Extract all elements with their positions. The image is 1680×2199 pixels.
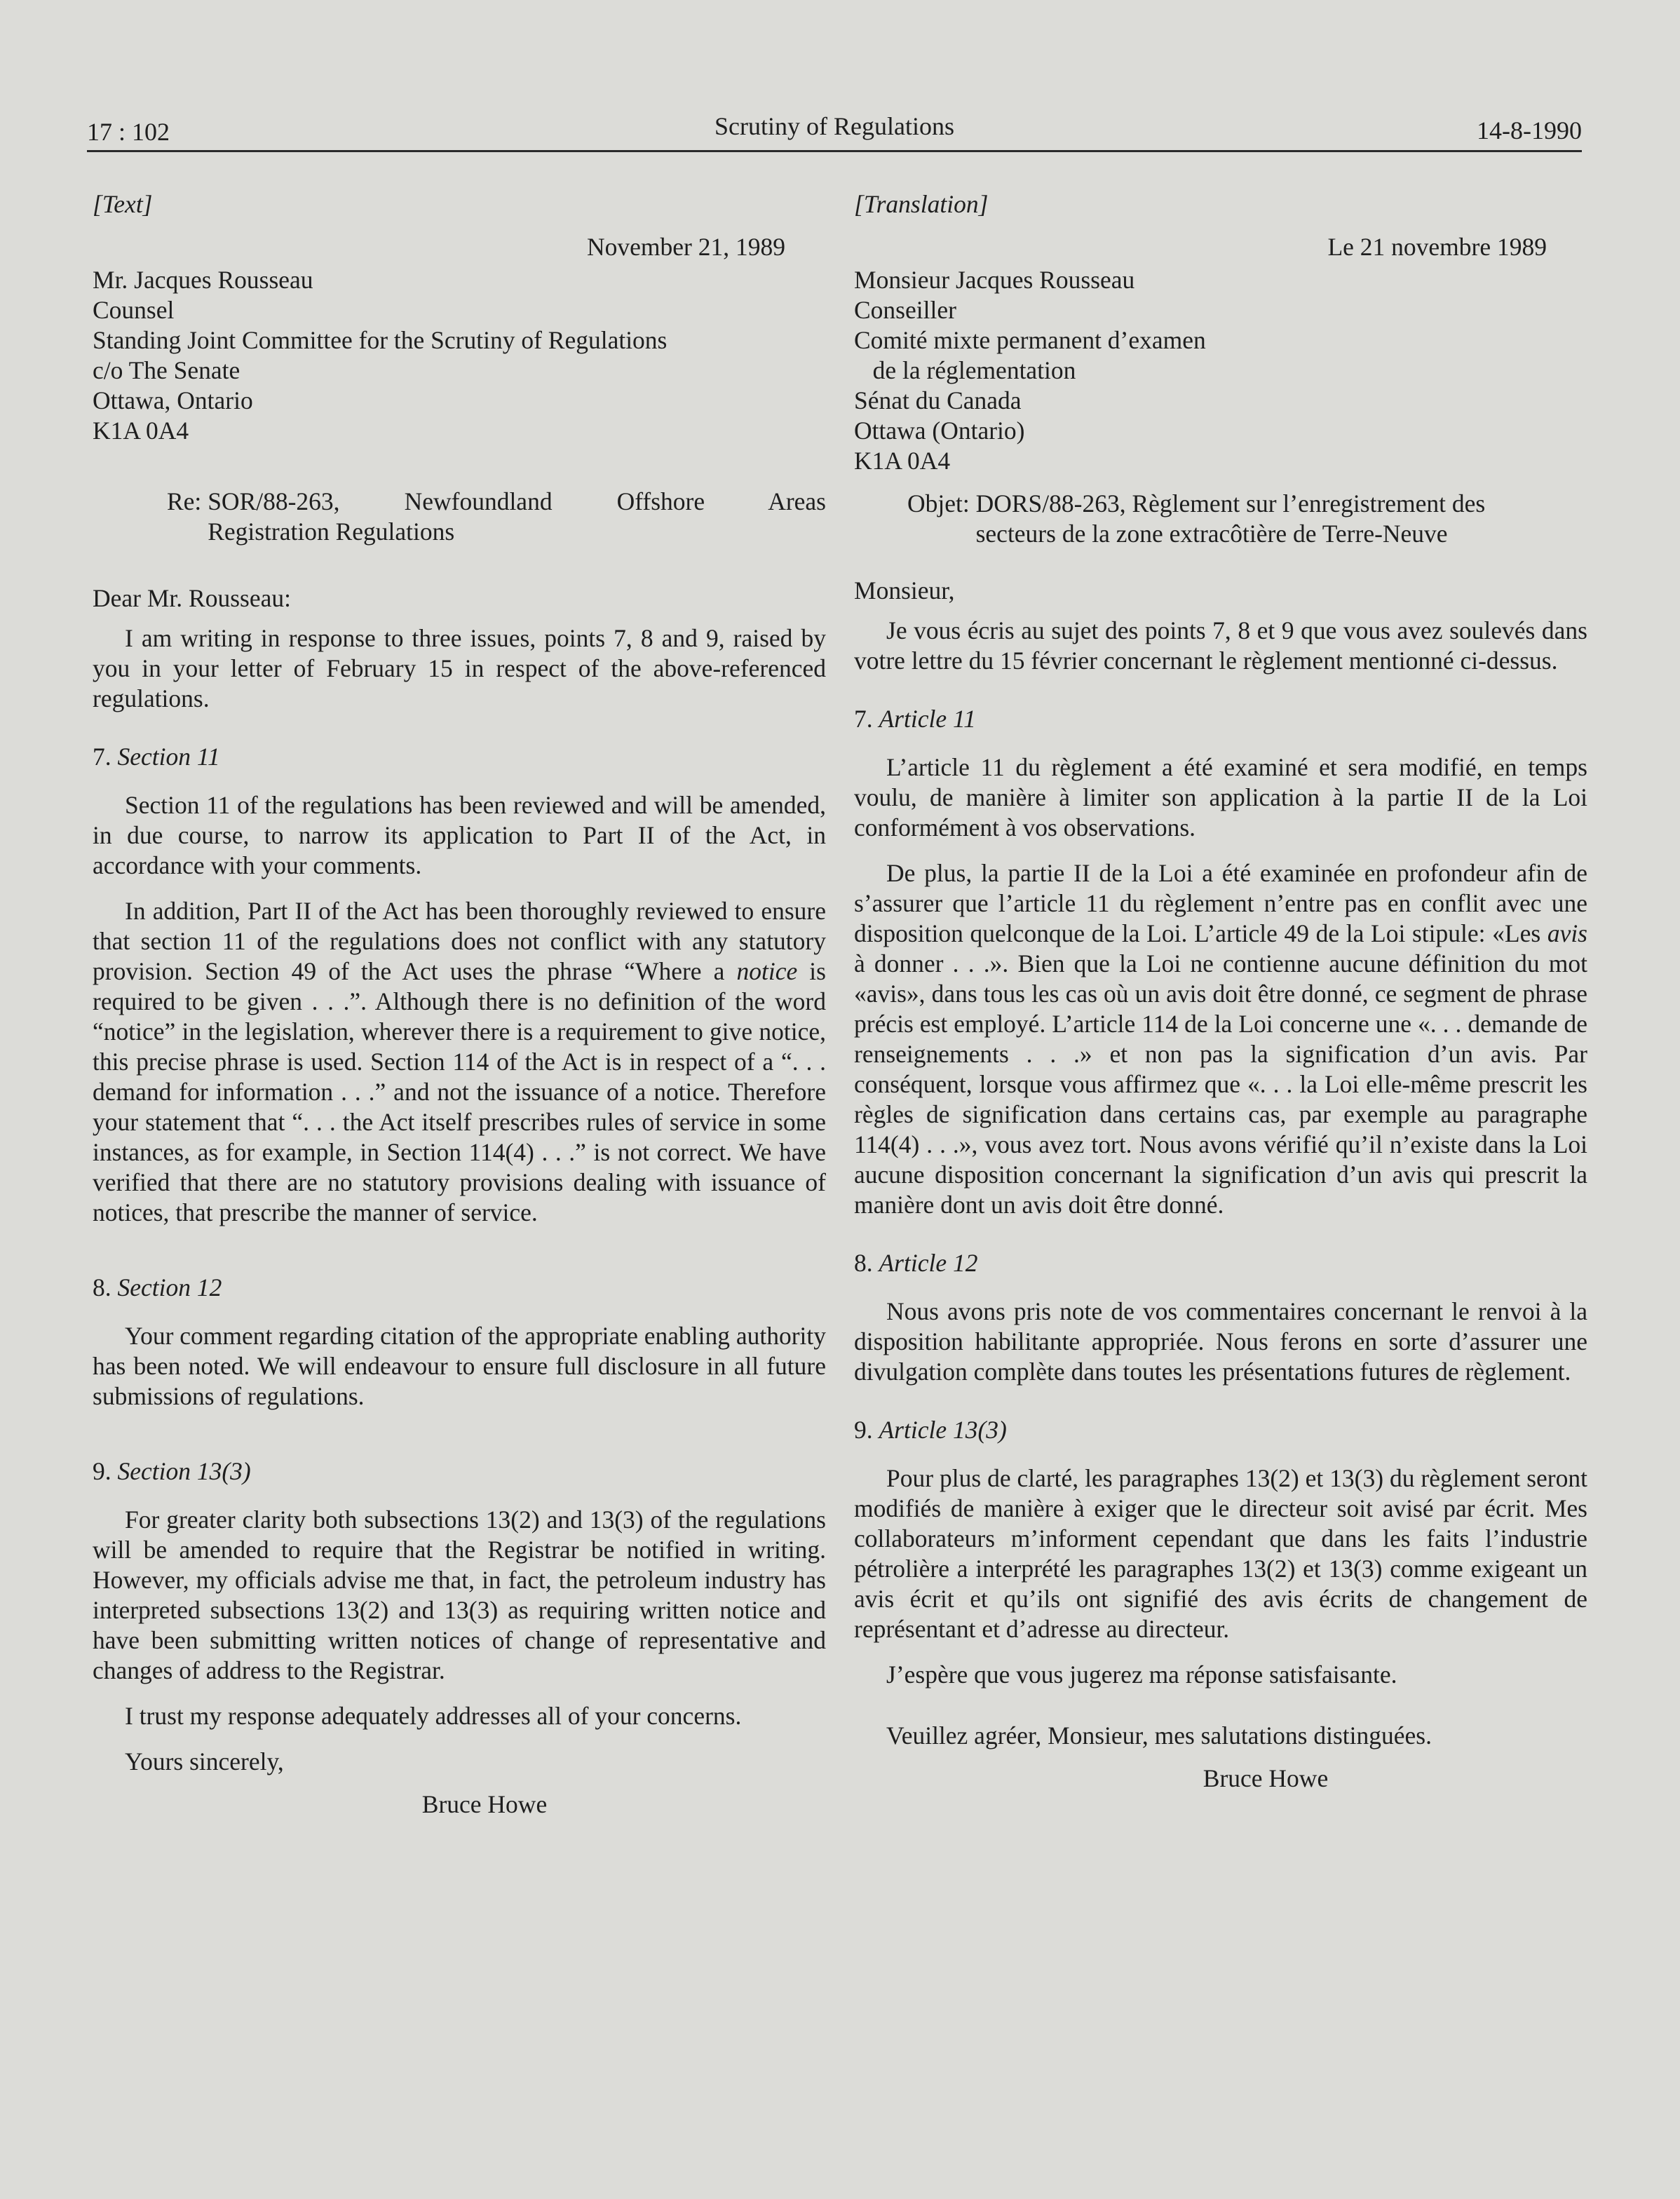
- section-heading: [93, 1456, 826, 1487]
- address-line: K1A 0A4: [854, 447, 951, 475]
- salutation: Monsieur,: [854, 576, 955, 604]
- paragraph: Pour plus de clarté, les paragraphes 13(2) et 13(3) du règlement seront modifiés de manière à exiger que le directeur soit avisé par écrit. Mes collaborateurs m’informent cependant que dans les faits l’industrie pétrolière a interprété les paragraphes 13(2) et 13(3) comme exigeant un avis écrit et qu’ils ont signifié des avis écrits de changement de représentant et d’adresse au directeur.: [854, 1464, 1587, 1643]
- address-line: Standing Joint Committee for the Scrutiny of Regulations: [93, 326, 668, 354]
- paragraph-text: De plus, la partie II de la Loi a été examinée en profondeur afin de s’assurer que l’article 11 du règlement n’entre pas en conflit avec une disposition quelconque de la Loi. L’article 49 de la Loi stipule: «Les: [854, 859, 1587, 947]
- subject-line: [907, 489, 1587, 549]
- section-title: Section 11: [117, 743, 220, 771]
- section-title: Article 11: [879, 705, 976, 733]
- paragraph: L’article 11 du règlement a été examiné et sera modifié, en temps voulu, de manière à limiter son application à la partie II de la Loi conformément à vos observations.: [854, 753, 1587, 841]
- section-number: 8.: [854, 1249, 879, 1277]
- subject-text: DORS/88-263, Règlement sur l’enregistrement des: [975, 489, 1486, 517]
- paragraph: [93, 896, 826, 1228]
- section-heading: [854, 1248, 1587, 1278]
- translation-tag: [Translation]: [854, 190, 989, 218]
- subject-label: Objet:: [907, 489, 976, 517]
- section-heading: [854, 704, 1587, 734]
- address-line: c/o The Senate: [93, 356, 241, 384]
- text-tag: [Text]: [93, 190, 153, 218]
- letter-date: Le 21 novembre 1989: [1327, 233, 1547, 261]
- complimentary-close: Yours sincerely,: [125, 1747, 284, 1775]
- section-title: Article 13(3): [879, 1416, 1007, 1444]
- header-date: 14-8-1990: [1477, 116, 1582, 144]
- address-line: K1A 0A4: [93, 417, 189, 445]
- recipient-address: [854, 265, 1587, 476]
- address-line: Conseiller: [854, 296, 956, 324]
- section-number: 7.: [854, 705, 879, 733]
- french-column: [854, 189, 1587, 1794]
- emphasis-text: notice: [736, 957, 798, 985]
- running-title: Scrutiny of Regulations: [714, 112, 954, 140]
- address-line: Mr. Jacques Rousseau: [93, 266, 313, 294]
- section-number: 7.: [93, 743, 118, 771]
- subject-text-2: Registration Regulations: [208, 517, 455, 546]
- paragraph: Nous avons pris note de vos commentaires concernant le renvoi à la disposition habilitante appropriée. Nous ferons en sorte d’assurer une divulgation complète dans toutes les présentations futures de règlement.: [854, 1297, 1587, 1386]
- paragraph-text: In addition, Part II of the Act has been thoroughly reviewed to ensure that section 11 of the regulations does not conflict with any statutory provision. Section 49 of the Act uses the phrase “Where a: [93, 897, 826, 985]
- subject-line: [167, 487, 826, 547]
- recipient-address: [93, 265, 826, 446]
- paragraph-text: à donner . . .». Bien que la Loi ne contienne aucune définition du mot «avis», dans tous les cas où un avis doit être donné, ce segment de phrase précis est employé. L’article 114 de la Loi concerne une «. . . demande de renseignements . . .» et non pas la signification d’un avis. Par conséquent, lorsque vous affirmez que «. . . la Loi elle-même prescrit les règles de signification dans certains cas, par exemple au paragraphe 114(4) . . .», vous avez tort. Nous avons vérifié qu’il n’existe dans la Loi aucune disposition concernant la signification d’un avis qui prescrit la manière dont un avis doit être donné.: [854, 949, 1587, 1219]
- section-title: Article 12: [879, 1249, 978, 1277]
- english-column: [93, 189, 826, 1820]
- signature: Bruce Howe: [1203, 1764, 1329, 1792]
- paragraph: [854, 858, 1587, 1220]
- address-line: Ottawa, Ontario: [93, 386, 253, 414]
- salutation: Dear Mr. Rousseau:: [93, 584, 291, 612]
- signature: Bruce Howe: [421, 1790, 548, 1818]
- subject-label: Re:: [167, 487, 208, 515]
- section-heading: [93, 742, 826, 772]
- address-line: Ottawa (Ontario): [854, 417, 1025, 445]
- letter-date: November 21, 1989: [587, 233, 785, 261]
- subject-text-2: secteurs de la zone extracôtière de Terre-Neuve: [975, 520, 1448, 548]
- paragraph-text: is required to be given . . .”. Although there is no definition of the word “notice” in the legislation, wherever there is a requirement to give notice, this precise phrase is used. Section 114 of the Act is in respect of a “. . . demand for information . . .” and not the issuance of a notice. Therefore your statement that “. . . the Act itself prescribes rules of service in some instances, as for example, in Section 114(4) . . .” is not correct. We have verified that there are no statutory provisions dealing with issuance of notices, that prescribe the manner of service.: [93, 957, 826, 1226]
- paragraph: For greater clarity both subsections 13(2) and 13(3) of the regulations will be amended to require that the Registrar be notified in writing. However, my officials advise me that, in fact, the petroleum industry has interpreted subsections 13(2) and 13(3) as requiring written notice and have been submitting written notices of change of representative and changes of address to the Registrar.: [93, 1506, 826, 1684]
- paragraph: Section 11 of the regulations has been reviewed and will be amended, in due course, to narrow its application to Part II of the Act, in accordance with your comments.: [93, 791, 826, 879]
- address-line: Comité mixte permanent d’examen: [854, 326, 1206, 354]
- paragraph: Your comment regarding citation of the appropriate enabling authority has been noted. We will endeavour to ensure full disclosure in all future submissions of regulations.: [93, 1322, 826, 1410]
- intro-paragraph: I am writing in response to three issues, points 7, 8 and 9, raised by you in your letter of February 15 in respect of the above-referenced regulations.: [93, 624, 826, 712]
- emphasis-text: avis: [1547, 919, 1587, 947]
- closing-paragraph: J’espère que vous jugerez ma réponse satisfaisante.: [886, 1660, 1397, 1689]
- section-number: 9.: [93, 1457, 118, 1485]
- section-number: 9.: [854, 1416, 879, 1444]
- page-number: 17 : 102: [87, 118, 170, 146]
- address-line: Sénat du Canada: [854, 386, 1022, 414]
- subject-text: SOR/88-263, Newfoundland Offshore Areas: [208, 487, 826, 515]
- complimentary-close: Veuillez agréer, Monsieur, mes salutations distinguées.: [886, 1721, 1432, 1750]
- section-heading: [93, 1273, 826, 1303]
- closing-paragraph: I trust my response adequately addresses all of your concerns.: [125, 1702, 742, 1730]
- page-header: [87, 112, 1582, 152]
- section-heading: [854, 1415, 1587, 1445]
- address-line: Counsel: [93, 296, 175, 324]
- section-title: Section 13(3): [117, 1457, 251, 1485]
- section-title: Section 12: [117, 1273, 222, 1301]
- address-line: Monsieur Jacques Rousseau: [854, 266, 1135, 294]
- intro-paragraph: Je vous écris au sujet des points 7, 8 et 9 que vous avez soulevés dans votre lettre du 15 février concernant le règlement mentionné ci-dessus.: [854, 616, 1587, 675]
- address-line: de la réglementation: [854, 356, 1076, 384]
- section-number: 8.: [93, 1273, 118, 1301]
